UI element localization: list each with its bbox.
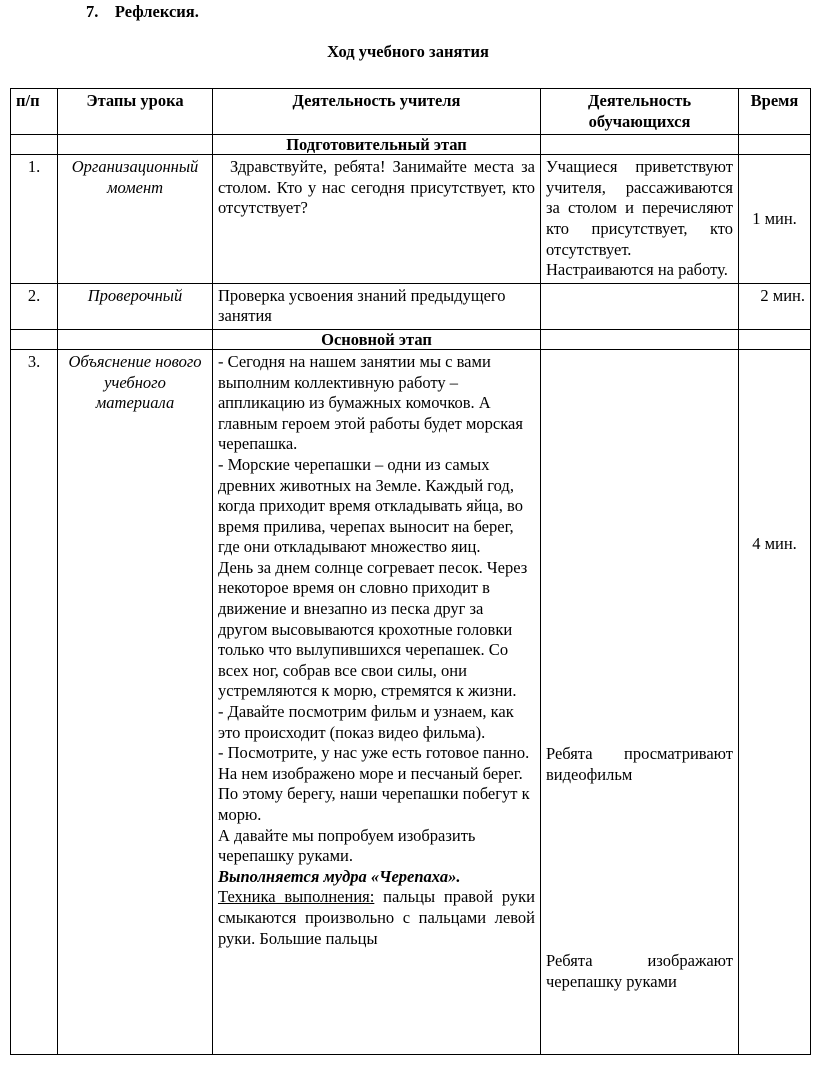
section-heading-text: Рефлексия. (114, 2, 199, 21)
table-row (11, 283, 811, 329)
section-label-main: Основной этап (213, 329, 541, 349)
technique-paragraph (218, 887, 535, 949)
header-teacher-activity: Деятельность учителя (213, 89, 541, 135)
student-activity (541, 155, 739, 284)
teacher-paragraph: - Сегодня на нашем занятии мы с вами выполним коллективную работу – аппликацию из бумажных комочков. А главным героем этой работы будет морская черепашка. (218, 351, 523, 454)
stage-name: Объяснение нового учебного материала (58, 349, 213, 1054)
teacher-paragraph: А давайте мы попробуем изобразить черепашку руками. (218, 825, 476, 866)
empty-cell (58, 135, 213, 155)
time-value: 1 мин. (739, 155, 811, 284)
lesson-plan-table (10, 88, 811, 1055)
header-number: п/п (11, 89, 58, 135)
student-activity-video: Ребята просматривают видеофильм (546, 743, 733, 784)
empty-cell (11, 135, 58, 155)
section-heading (86, 2, 199, 22)
time-value-text: 4 мин. (752, 533, 797, 553)
row-number: 2. (11, 283, 58, 329)
teacher-paragraph: - Морские черепашки – одни из самых древних животных на Земле. Каждый год, когда приходит время откладывать яйца, во время прилива, черепах выносит на берег, где они откладывают множество яиц. (218, 454, 523, 557)
teacher-activity: Проверка усвоения знаний предыдущего занятия (213, 283, 541, 329)
teacher-paragraph: - Давайте посмотрим фильм и узнаем, как это происходит (показ видео фильма). (218, 702, 514, 742)
empty-cell (58, 329, 213, 349)
time-value (739, 349, 811, 1054)
table-row (11, 155, 811, 284)
empty-cell (739, 135, 811, 155)
teacher-activity (213, 349, 541, 1054)
student-activity (541, 283, 739, 329)
table-header-row (11, 89, 811, 135)
header-time: Время (739, 89, 811, 135)
technique-text: пальцы правой руки смыкаются произвольно с пальцами левой руки. Большие пальцы (218, 887, 535, 948)
header-student-activity: Деятельность обучающихся (541, 89, 739, 135)
section-heading-number: 7. (86, 2, 99, 21)
row-number: 1. (11, 155, 58, 284)
page-title: Ход учебного занятия (327, 42, 489, 61)
time-value: 2 мин. (739, 283, 811, 329)
stage-name: Организационный момент (58, 155, 213, 284)
section-row-main (11, 329, 811, 349)
section-row-preparatory (11, 135, 811, 155)
teacher-activity: Здравствуйте, ребята! Занимайте места за столом. Кто у нас сегодня присутствует, кто отсутствует? (213, 155, 541, 284)
empty-cell (541, 135, 739, 155)
student-activity-hands: Ребята изображают черепашку руками (546, 951, 733, 991)
empty-cell (739, 329, 811, 349)
technique-label: Техника выполнения: (218, 887, 375, 907)
stage-name: Проверочный (58, 283, 213, 329)
table-row (11, 349, 811, 1054)
teacher-paragraph: День за днем солнце согревает песок. Через некоторое время он словно приходит в движение и внезапно из песка друг за другом высовываются крохотные головки только что вылупившихся черепашек. Со всех ног, собрав все свои силы, они устремляются к морю, стремятся к жизни. (218, 557, 528, 701)
empty-cell (541, 329, 739, 349)
student-activity-text: Учащиеся приветствуют учителя, рассаживаются за столом и перечисляют кто присутствует, кто отсутствует. (546, 157, 733, 259)
header-stage: Этапы урока (58, 89, 213, 135)
mudra-instruction: Выполняется мудра «Черепаха». (218, 866, 461, 886)
section-label-preparatory: Подготовительный этап (213, 135, 541, 155)
student-activity-text: Настраиваются на работу. (546, 260, 728, 280)
empty-cell (11, 329, 58, 349)
row-number: 3. (11, 349, 58, 1054)
student-activity (541, 349, 739, 1054)
teacher-paragraph: - Посмотрите, у нас уже есть готовое панно. На нем изображено море и песчаный берег. По этому берегу, наши черепашки побегут к морю. (218, 743, 530, 824)
